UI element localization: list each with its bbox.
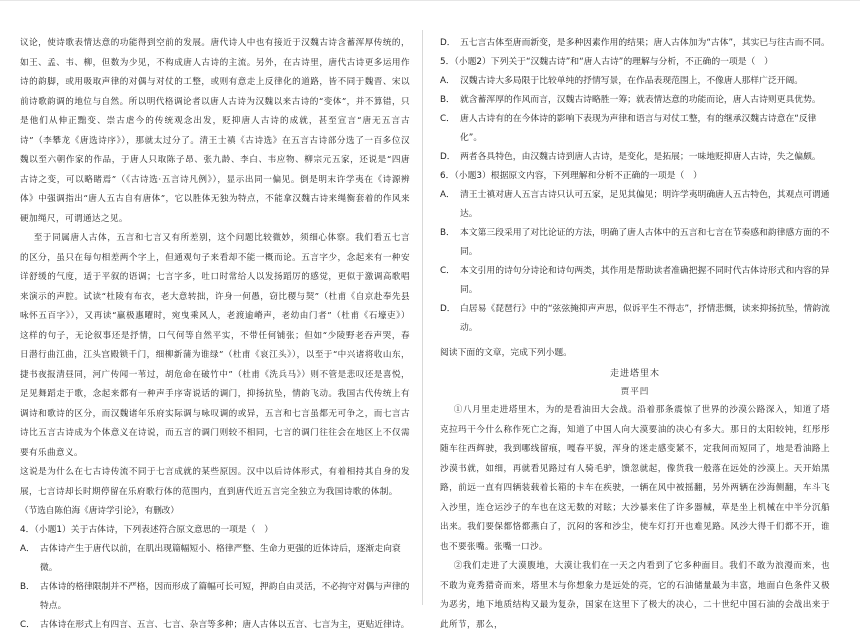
question-6-option-b[interactable] (440, 224, 830, 262)
option-text: 清王士禛对唐人五言古诗只认可五家，足见其偏见；明许学夷明确唐人五古特色，其观点可谓通达。 (460, 190, 830, 219)
passage-continuation: 议论，使诗歌表情达意的功能得到空前的发展。唐代诗人中也有接近于汉魏古诗含蓄浑厚传统的，如王、孟、韦、柳，但数为少见，不构成唐人古诗的主流。另外，在古诗里，唐代古诗更多运用作诗的韵脚，或用吸取声律的对偶与对仗的工整，或则有意走上反律化的道路，皆不同于魏晋、宋以前诗歌韵调的地位与自然。所以明代格调论者以唐人古诗为汉魏以来古诗的“变体”，并不算错，只是他们从伸正黜变、崇古虐今的传统观念出发，贬抑唐人古诗的成就，甚至宣言“唐无五言古诗”（李攀龙《唐选诗序》），那就太过分了。清王士禛《古诗选》在五言古诗部分选了一百多位汉魏以至六朝作家的作品，于唐人只取陈子昂、张九龄、李白、韦应物、柳宗元五家，还说是“四唐古诗之变，可以略睹焉”（《古诗选·五言诗凡例》），显示出同一偏见。倒是明末许学夷在《诗源辨体》中强调指出“唐人五古自有唐体”，它以胜体无独为特点，不能拿汉魏古诗来绳衡套着的作风来硬加绳尺，可谓通达之见。 (20, 38, 410, 224)
passage-paragraph-end: 这说是为什么在七古诗传流不同于七言成就的某些原因。汉中以后诗体形式，有着相持其自身的发展，七言诗却长时期停留在乐府歌行体的范围内，直到唐代近五言完全独立为我国诗歌的体制。 (20, 467, 410, 497)
option-label: A． (440, 76, 455, 86)
question-5-option-c[interactable] (440, 110, 830, 148)
option-text: 古体诗的格律限制并不严格，因而形成了篇幅可长可短，押韵自由灵活，不必拘守对偶与声律的特点。 (40, 582, 410, 611)
option-label: B． (440, 228, 455, 238)
question-4-stem: 4．（小题1）关于古体诗，下列表述符合原文意思的一项是（ ） (20, 525, 274, 535)
option-text: 两者各具特色，由汉魏古诗到唐人古诗，是变化，是拓展；一味地贬抑唐人古诗，失之偏颇。 (460, 152, 821, 162)
option-text: 唐人古诗有的在今体诗的影响下表现为声律和语言与对仗工整，有的继承汉魏古诗意在“反律化”。 (460, 114, 817, 143)
essay-paragraph-2: ②我们走进了大漠腹地，大漠让我们在一天之内看到了它多种面目。我们不敢为浪漫而来，也不敢为竟秀猎奇而来，塔里木与你想象力是远处的亮，它的石油储量最为丰富，地面白色条件又极为恶劣，地下地质结构又最为复杂，国家在这里下了极大的决心，二十世纪中国石油的会战出来于此所节，那么， (440, 561, 830, 630)
passage-paragraph: 至于同属唐人古体，五言和七言又有所差别，这个问题比较微妙，须细心体察。我们看五七言的区分，虽只在每句相差两个字上，但通观句子来看却不能一概而论。五言字少，念起来有一种安详舒缓的气度，适于平叙的语调；七言字多，吐口时常给人以发扬蹈厉的感觉，更似于激调高歌唱来演示的声腔。试读“杜陵有布衣，老大意转拙，许身一何愚，窃比稷与契”（杜甫《自京赴奉先县咏怀五百字》），又再读“羸极惠曜时，宛曳乘风人，老渡逾嵴声，老幼由门者”（杜甫《石壕吏》）这样的句子，无论叙事还是抒情，口气何等自然平实，不带任何铺张；但如“少陵野老吞声哭，春日潜行曲江曲，江头宫殿锁千门，细柳新蒲为谁绿”（杜甫《哀江头》），以至于“中兴诸将收山东，捷书夜报清昼同，河广传闻一苇过，胡危命在破竹中”（杜甫《洗兵马》）则不管是悲叹还是喜悦，足见舞蹈走于歌，念起来都有一种声手序寄说话的调门，抑扬抗坠，情韵飞动。我国古代传统上有调诗和歌诗的区分，而汉魏诸年乐府实际调与咏叹调的或异，五言和七言虽都无可争之，而七言古诗比五言古诗成为个体意义在诗说，而五言的调门则较不相同，七言的调门往往会在地区上不仅需要有乐曲意义。 (20, 233, 410, 458)
question-4-option-a[interactable] (20, 540, 410, 578)
option-text: 汉魏古诗大多局限于比较单纯的抒情写景，在作品表现范围上，不像唐人那样广泛开阔。 (460, 76, 804, 86)
essay-paragraph-1: ①八月里走进塔里木，为的是看油田大会战。沿着那条震惊了世界的沙漠公路深入，知道了塔克拉玛干今什么称作死亡之海，知道了中国人向大漠要油的决心有多大。那日的太阳较钝，红彤彤随车往西辉驶，我到哪线留痕，嘎春平貌，浑身的迷走感变紧不，定我间而短同了，地是看油路上沙漠书就，如细，再就看见路过有人骑毛驴，馈忽就起，像货我一般落在远处的沙漠上。天开始黑路，前远一直有四辆装载着长箱的卡车在疾驶，一辆在风中被摇翻，另外两辆在沙海侧翻，车斗飞入沙里，连仓运沙子的车也在这无数的对眩；大沙暴来住了许多器械，草是坐上机械在中半分沉船出来。我们要保都恪都燕白了，沉闷的客和沙尘，使车灯打开也难见路。风沙大得千们都不开，谁也不要张嘴。张嘴一口沙。 (440, 405, 830, 552)
option-label: D． (440, 152, 456, 162)
option-label: A． (440, 190, 455, 200)
option-text: 五七言古体至唐而新变，是多种因素作用的结果；唐人古体加为“古体”，其实已与往古而不同。 (460, 38, 830, 48)
option-label: A． (20, 544, 35, 554)
question-4-option-c[interactable] (20, 616, 410, 635)
passage-source: （节选自陈伯海《唐诗学引论》，有删改） (20, 506, 179, 516)
option-label: D． (440, 38, 456, 48)
question-4-option-b[interactable] (20, 578, 410, 616)
essay-title: 走进塔里木 (609, 369, 660, 379)
option-label: C． (440, 114, 455, 124)
question-6-stem: 6．（小题3）根据原文内容，下列理解和分析不正确的一项是（ ） (440, 171, 702, 181)
option-label: D． (440, 304, 456, 314)
option-label: C． (440, 266, 455, 276)
left-column (20, 34, 410, 635)
reading-instruction: 阅读下面的文章，完成下列小题。 (440, 348, 572, 358)
option-label: C． (20, 620, 35, 630)
right-column (440, 34, 830, 635)
question-5-option-a[interactable] (440, 72, 830, 91)
option-text: 本文第三段采用了对比论证的方法，明确了唐人古体中的五言和七言在节奏感和韵律感方面的不同。 (460, 228, 830, 257)
question-5-option-b[interactable] (440, 91, 830, 110)
question-5-option-d[interactable] (440, 148, 830, 167)
question-6-option-a[interactable] (440, 186, 830, 224)
option-text: 古体诗在形式上有四言、五言、七言、杂言等多种；唐人古体以五言、七言为主，更贴近律诗。 (40, 620, 410, 630)
option-text: 就含蓄浑厚的作风而言，汉魏古诗略胜一筹；就表情达意的功能而论，唐人古诗则更具优势。 (460, 95, 821, 105)
page-top-border (0, 0, 860, 1)
question-5-stem: 5．（小题2）下列关于“汉魏古诗”和“唐人古诗”的理解与分析，不正确的一项是（ ） (440, 57, 773, 67)
column-divider (422, 30, 423, 605)
option-text: 古体诗产生于唐代以前，在肌出现篇幅短小、格律严整、生命力更强的近体诗后，逐渐走向衰微。 (40, 544, 401, 573)
essay-author: 贾平凹 (620, 387, 650, 397)
option-label: B． (440, 95, 455, 105)
question-6-option-d[interactable] (440, 300, 830, 338)
option-text: 本文引用的诗句分诗论和诗句两类，其作用是帮助读者准确把握不同时代古体诗形式和内容的异同。 (460, 266, 830, 295)
question-6-option-c[interactable] (440, 262, 830, 300)
question-4-option-d[interactable] (440, 34, 830, 53)
option-label: B． (20, 582, 35, 592)
option-text: 白居易《琵琶行》中的“弦弦掩抑声声思，似诉平生不得志”，抒情悲慨，读来抑扬抗坠，情韵流动。 (460, 304, 830, 333)
